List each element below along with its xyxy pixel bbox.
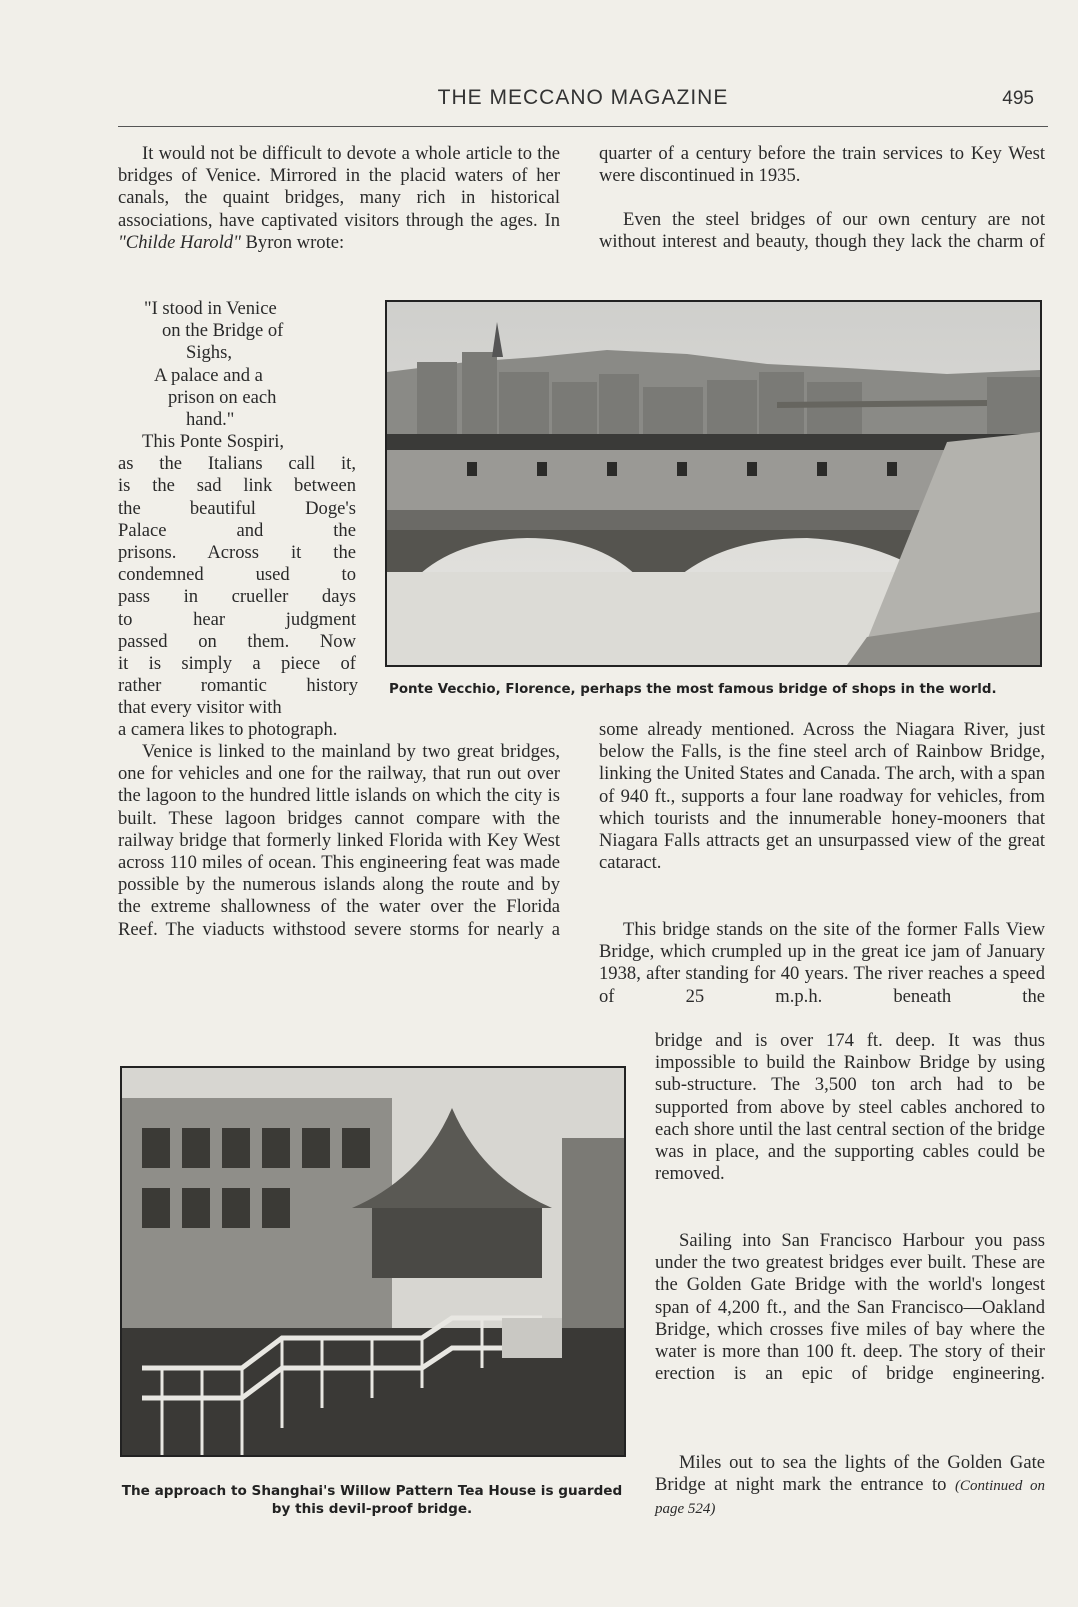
quote-line: A palace and a — [154, 364, 263, 386]
ponte-vecchio-caption: Ponte Vecchio, Florence, perhaps the most famous bridge of shops in the world. — [389, 682, 997, 697]
byron-quote — [140, 298, 380, 431]
masthead: THE MECCANO MAGAZINE — [437, 86, 729, 109]
page-number: 495 — [1002, 88, 1034, 109]
paragraph-key-west: quarter of a century before the train services to Key West were discontinued in 1935. — [599, 143, 1045, 187]
quote-line: prison on each — [168, 386, 277, 408]
paragraph-falls-view: This bridge stands on the site of the former Falls View Bridge, which crumpled up in the great ice jam of January 1938, after standing for 40 years. The river reaches a speed of 25 m.p.h. beneath the — [599, 919, 1045, 1007]
ponte-vecchio-image — [387, 302, 1040, 665]
paragraph-lagoon-bridges: Venice is linked to the mainland by two great bridges, one for vehicles and one for the railway, that run out over the lagoon to the hundred little islands on which the city is built. These lagoon bridges cannot compare with the railway bridge that formerly linked Florida with Key West across 110 miles of ocean. This engineering feat was made possible by the numerous islands along the route and by the extreme shallowness of the water over the Florida Reef. The viaducts withstood severe storms for nearly a — [118, 741, 560, 940]
paragraph-steel-bridges: Even the steel bridges of our own century are not without interest and beauty, though they lack the charm of — [599, 209, 1045, 253]
quote-line: hand." — [186, 409, 235, 431]
ponte-vecchio-photo — [385, 300, 1042, 667]
childe-harold-title: "Childe Harold" — [118, 231, 241, 253]
shanghai-tea-house-image — [122, 1068, 624, 1455]
paragraph-camera-line: a camera likes to photograph. — [118, 719, 338, 740]
shanghai-tea-house-photo — [120, 1066, 626, 1457]
continued-note: (Continued on page 524) — [655, 1478, 1046, 1518]
quote-line: "I stood in Venice — [144, 298, 277, 319]
paragraph-golden-gate-lights: Miles out to sea the lights of the Golden Gate Bridge at night mark the entrance to (Continued on page 524) — [655, 1452, 1046, 1518]
page-header — [118, 86, 1048, 127]
paragraph-venice-intro: It would not be difficult to devote a whole article to the bridges of Venice. Mirrored in the placid waters of her canals, the quaint bridges, many rich in historical associations, have captivated visitors through the ages. In "Childe Harold" Byron wrote: — [118, 143, 560, 253]
shanghai-caption: The approach to Shanghai's Willow Pattern Tea House is guarded by this devil-proof bridge. — [121, 1483, 623, 1517]
paragraph-rainbow-construction: bridge and is over 174 ft. deep. It was thus impossible to build the Rainbow Bridge by using sub-structure. The 3,500 ton arch had to be supported from above by steel cables anchored to each shore until the last central section of the bridge was in place, and the supporting cables could be removed. — [655, 1030, 1045, 1185]
paragraph-ponte-sospiri: This Ponte Sospiri, as the Italians call it, is the sad link between the beautiful Doge's Palace and the prisons. Across it the condemned used to pass in crueller days to hear judgment passed on them. Now it is simply a piece of rather romantic history that every visitor with — [118, 431, 358, 719]
quote-line: on the Bridge of — [162, 320, 284, 342]
quote-line: Sighs, — [186, 342, 232, 364]
paragraph-rainbow-bridge: some already mentioned. Across the Niagara River, just below the Falls, is the fine steel arch of Rainbow Bridge, linking the United States and Canada. The arch, with a span of 940 ft., supports a four lane roadway for vehicles, from which tourists and the innumerable honey-mooners that Niagara Falls attracts get an unsurpassed view of the great cataract. — [599, 719, 1045, 874]
paragraph-san-francisco: Sailing into San Francisco Harbour you pass under the two greatest bridges ever built. These are the Golden Gate Bridge with the world's longest span of 4,200 ft., and the San Francisco—Oakland Bridge, which crosses five miles of bay where the water is more than 100 ft. deep. The story of their erection is an epic of bridge engineering. — [655, 1230, 1045, 1385]
